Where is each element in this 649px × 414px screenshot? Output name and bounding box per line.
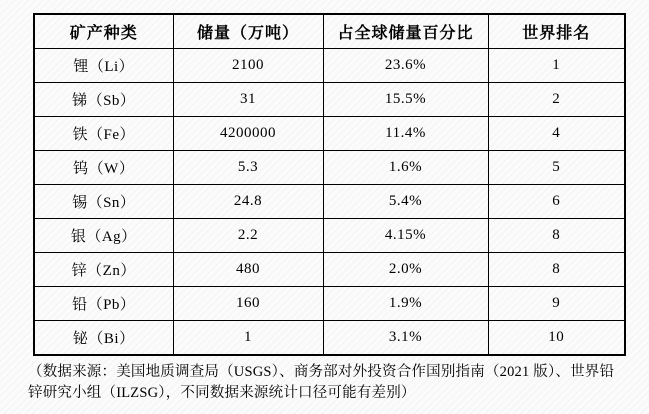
cell-global-share: 1.9% xyxy=(323,287,488,321)
cell-world-rank: 6 xyxy=(488,185,625,219)
table-header-row xyxy=(34,14,625,49)
cell-global-share: 11.4% xyxy=(323,117,488,151)
table-row xyxy=(34,253,625,287)
cell-mineral-type: 钨（W） xyxy=(34,151,173,185)
cell-world-rank: 2 xyxy=(488,83,625,117)
header-world-rank: 世界排名 xyxy=(488,14,625,49)
cell-global-share: 1.6% xyxy=(323,151,488,185)
table-row xyxy=(34,83,625,117)
cell-mineral-type: 锌（Zn） xyxy=(34,253,173,287)
mineral-reserves-table xyxy=(33,13,626,356)
data-source-note: （数据来源：美国地质调查局（USGS）、商务部对外投资合作国别指南（2021 版）、世界铅锌研究小组（ILZSG），不同数据来源统计口径可能有差别） xyxy=(28,364,615,401)
cell-mineral-type: 铋（Bi） xyxy=(34,321,173,356)
cell-world-rank: 8 xyxy=(488,253,625,287)
cell-reserves: 5.3 xyxy=(173,151,323,185)
cell-reserves: 2.2 xyxy=(173,219,323,253)
cell-reserves: 480 xyxy=(173,253,323,287)
table-row xyxy=(34,219,625,253)
cell-world-rank: 5 xyxy=(488,151,625,185)
table-row xyxy=(34,49,625,83)
table-row xyxy=(34,185,625,219)
cell-world-rank: 4 xyxy=(488,117,625,151)
cell-global-share: 4.15% xyxy=(323,219,488,253)
cell-mineral-type: 锑（Sb） xyxy=(34,83,173,117)
cell-mineral-type: 锡（Sn） xyxy=(34,185,173,219)
cell-reserves: 31 xyxy=(173,83,323,117)
cell-mineral-type: 银（Ag） xyxy=(34,219,173,253)
header-mineral-type: 矿产种类 xyxy=(34,14,173,49)
table-row xyxy=(34,151,625,185)
cell-mineral-type: 锂（Li） xyxy=(34,49,173,83)
cell-reserves: 24.8 xyxy=(173,185,323,219)
cell-world-rank: 1 xyxy=(488,49,625,83)
cell-reserves: 4200000 xyxy=(173,117,323,151)
cell-world-rank: 8 xyxy=(488,219,625,253)
cell-global-share: 2.0% xyxy=(323,253,488,287)
header-reserves: 储量（万吨） xyxy=(173,14,323,49)
cell-reserves: 1 xyxy=(173,321,323,356)
cell-world-rank: 10 xyxy=(488,321,625,356)
cell-world-rank: 9 xyxy=(488,287,625,321)
header-global-share: 占全球储量百分比 xyxy=(323,14,488,49)
cell-reserves: 2100 xyxy=(173,49,323,83)
table-row xyxy=(34,287,625,321)
table-row xyxy=(34,321,625,356)
cell-mineral-type: 铅（Pb） xyxy=(34,287,173,321)
cell-mineral-type: 铁（Fe） xyxy=(34,117,173,151)
cell-reserves: 160 xyxy=(173,287,323,321)
cell-global-share: 15.5% xyxy=(323,83,488,117)
table-row xyxy=(34,117,625,151)
cell-global-share: 5.4% xyxy=(323,185,488,219)
cell-global-share: 3.1% xyxy=(323,321,488,356)
cell-global-share: 23.6% xyxy=(323,49,488,83)
